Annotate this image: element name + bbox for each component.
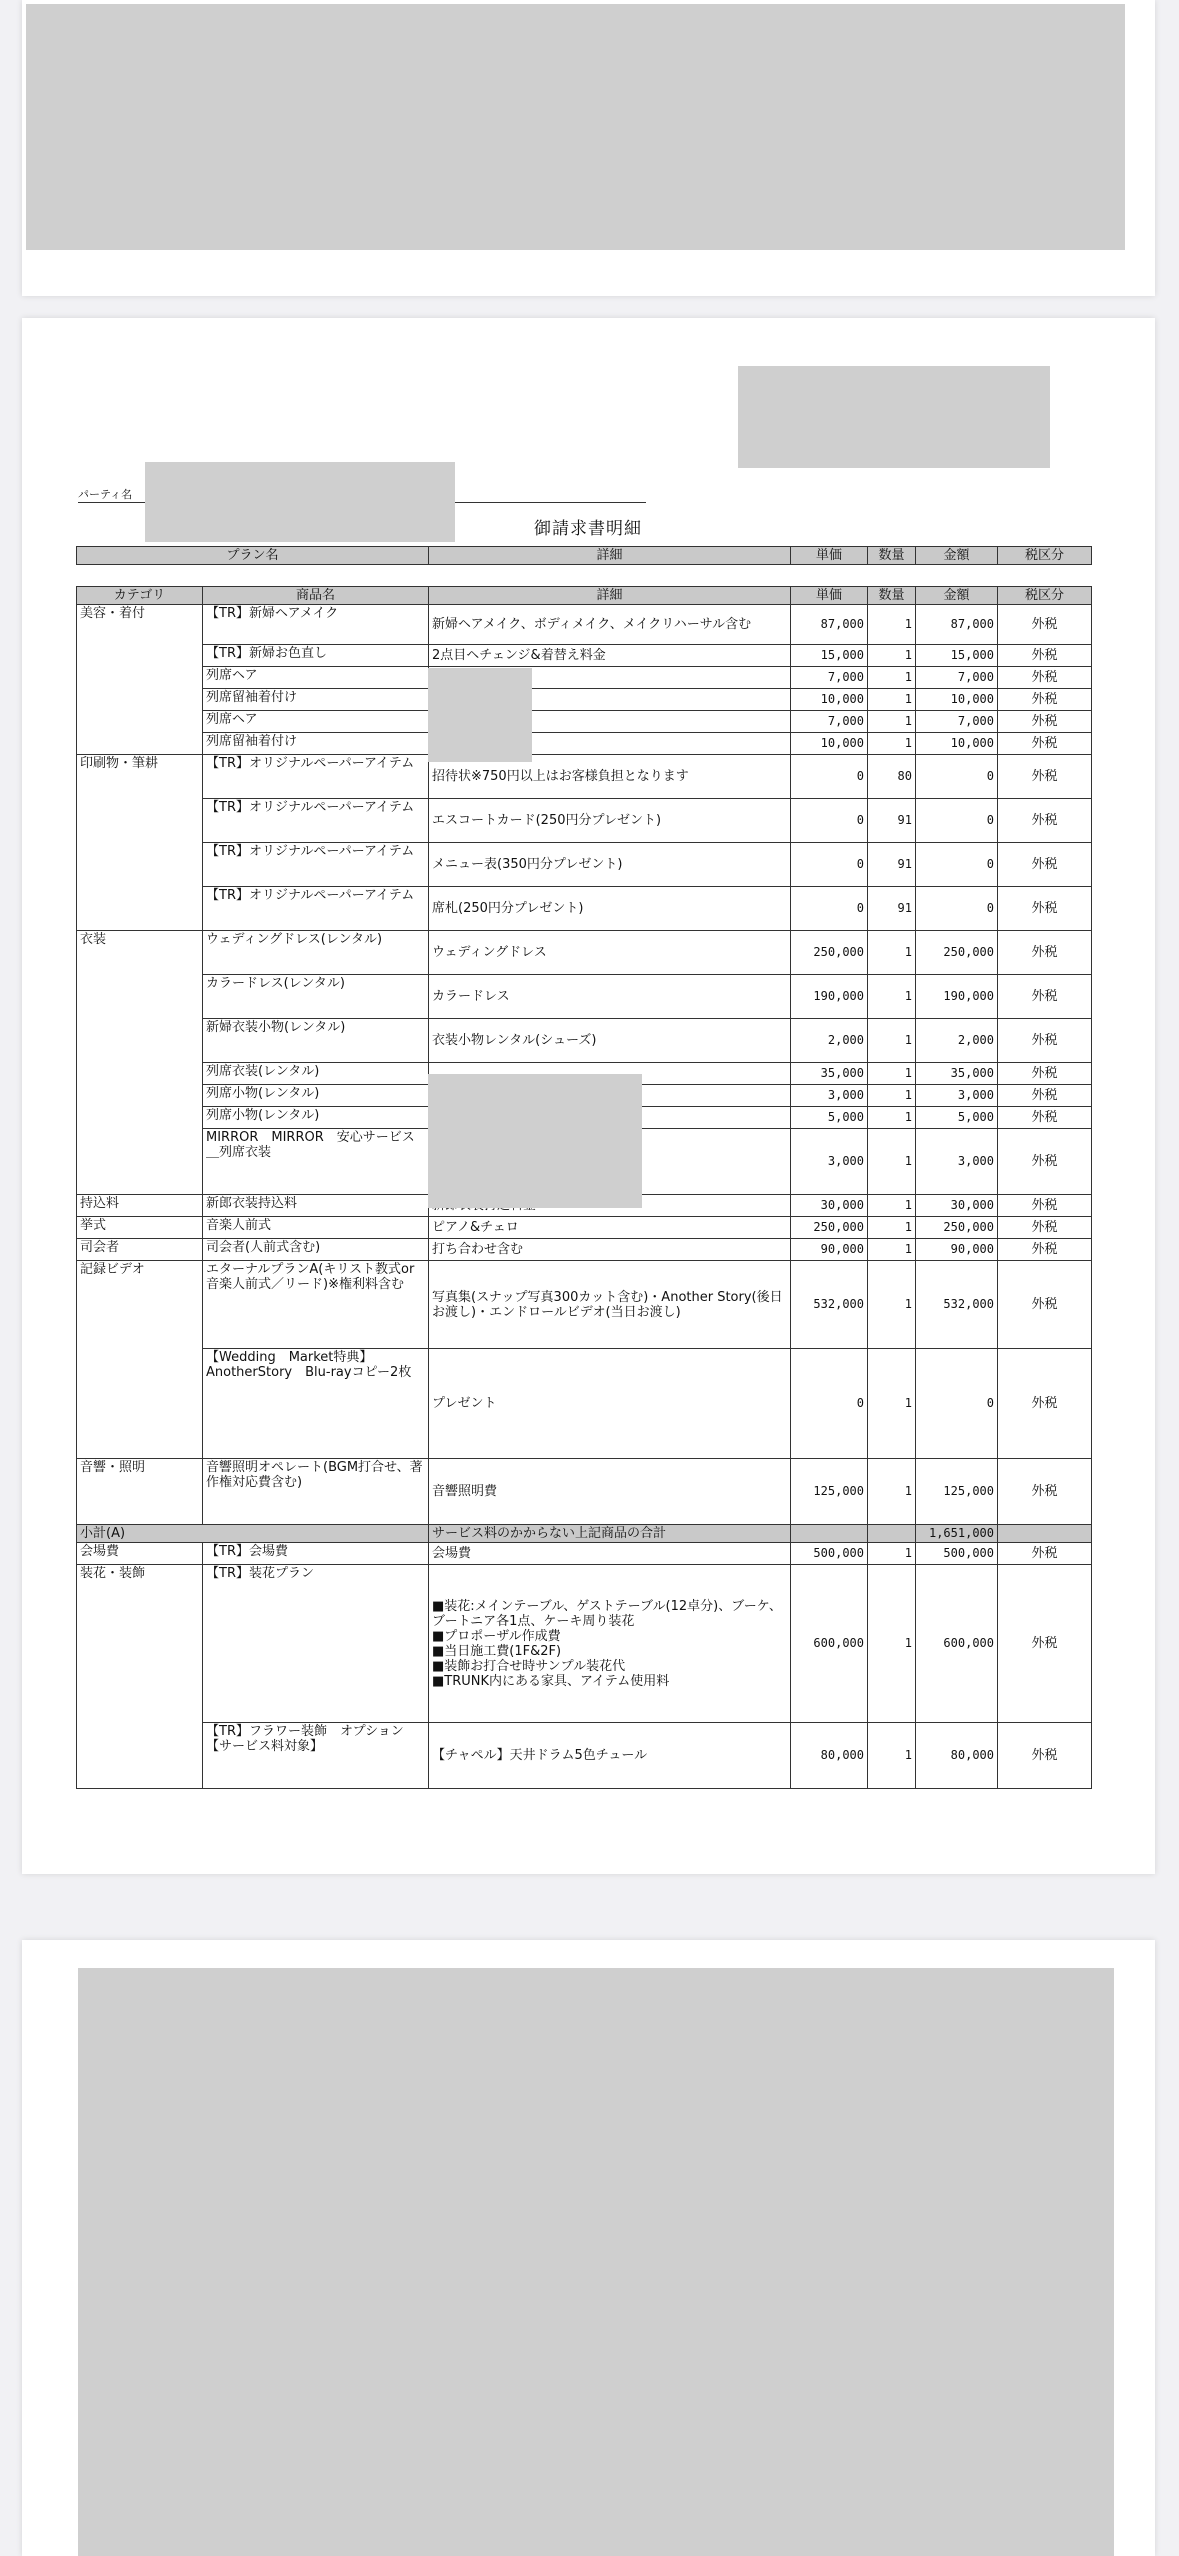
product-name-cell: 列席ヘア [203, 711, 429, 733]
detail-cell: メニュー表(350円分プレゼント) [429, 843, 791, 887]
document-title: 御請求書明細 [534, 519, 642, 539]
unit-price-cell: 30,000 [791, 1195, 868, 1217]
category-cell: 司会者 [77, 1239, 203, 1261]
unit-price-cell: 0 [791, 755, 868, 799]
quantity-cell: 1 [868, 1261, 916, 1349]
product-name-cell: ウェディングドレス(レンタル) [203, 931, 429, 975]
unit-price-cell: 3,000 [791, 1085, 868, 1107]
tax-type-cell: 外税 [998, 1063, 1092, 1085]
category-cell: 持込料 [77, 1195, 203, 1217]
table-row [77, 755, 1092, 799]
tax-type-cell: 外税 [998, 799, 1092, 843]
product-name-cell: 【Wedding Market特典】AnotherStory Blu-rayコピー2枚 [203, 1349, 429, 1459]
detail-cell: ウェディングドレス [429, 931, 791, 975]
quantity-cell: 1 [868, 711, 916, 733]
unit-price-cell: 0 [791, 799, 868, 843]
tax-type-cell: 外税 [998, 1195, 1092, 1217]
product-name-cell: 音響照明オペレート(BGM打合せ、著作権対応費含む) [203, 1459, 429, 1525]
table-row [77, 1459, 1092, 1525]
col-qty: 数量 [868, 587, 916, 605]
tax-type-cell: 外税 [998, 1349, 1092, 1459]
redacted-block [428, 1074, 642, 1208]
table-row [77, 975, 1092, 1019]
tax-type-cell: 外税 [998, 1107, 1092, 1129]
unit-price-cell: 190,000 [791, 975, 868, 1019]
tax-type-cell: 外税 [998, 1543, 1092, 1565]
unit-price-cell: 3,000 [791, 1129, 868, 1195]
amount-cell: 80,000 [916, 1723, 998, 1789]
unit-price-cell: 15,000 [791, 645, 868, 667]
table-row [77, 931, 1092, 975]
product-name-cell: 列席ヘア [203, 667, 429, 689]
table-row [77, 1543, 1092, 1565]
amount-cell: 600,000 [916, 1565, 998, 1723]
amount-cell: 0 [916, 1349, 998, 1459]
quantity-cell: 91 [868, 799, 916, 843]
amount-cell: 250,000 [916, 1217, 998, 1239]
detail-cell: カラードレス [429, 975, 791, 1019]
amount-cell: 0 [916, 843, 998, 887]
quantity-cell: 80 [868, 755, 916, 799]
product-name-cell: 司会者(人前式含む) [203, 1239, 429, 1261]
tax-type-cell: 外税 [998, 605, 1092, 645]
col-product: 商品名 [203, 587, 429, 605]
quantity-cell: 1 [868, 1195, 916, 1217]
category-cell: 装花・装飾 [77, 1565, 203, 1789]
amount-cell: 10,000 [916, 733, 998, 755]
amount-cell: 35,000 [916, 1063, 998, 1085]
unit-price-cell: 0 [791, 843, 868, 887]
header-qty: 数量 [868, 547, 916, 565]
product-name-cell: 列席留袖着付け [203, 689, 429, 711]
quantity-cell: 1 [868, 1107, 916, 1129]
col-amount: 金額 [916, 587, 998, 605]
tax-type-cell: 外税 [998, 1565, 1092, 1723]
quantity-cell: 91 [868, 887, 916, 931]
quantity-cell: 1 [868, 667, 916, 689]
quantity-cell: 91 [868, 843, 916, 887]
redacted-block [738, 366, 1050, 468]
redacted-block [78, 1968, 1114, 2556]
amount-cell: 3,000 [916, 1085, 998, 1107]
table-row [77, 667, 1092, 689]
table-row [77, 605, 1092, 645]
tax-type-cell: 外税 [998, 1019, 1092, 1063]
amount-cell: 87,000 [916, 605, 998, 645]
unit-price-cell: 87,000 [791, 605, 868, 645]
quantity-cell: 1 [868, 1085, 916, 1107]
table-row [77, 1217, 1092, 1239]
amount-cell: 250,000 [916, 931, 998, 975]
product-name-cell: 列席小物(レンタル) [203, 1107, 429, 1129]
col-unit: 単価 [791, 587, 868, 605]
detail-cell: 会場費 [429, 1543, 791, 1565]
redacted-block [428, 668, 532, 762]
product-name-cell: 列席衣装(レンタル) [203, 1063, 429, 1085]
quantity-cell: 1 [868, 1129, 916, 1195]
table-row [77, 843, 1092, 887]
quantity-cell: 1 [868, 1239, 916, 1261]
unit-price-cell: 2,000 [791, 1019, 868, 1063]
tax-type-cell: 外税 [998, 843, 1092, 887]
table-row [77, 1261, 1092, 1349]
header-detail: 詳細 [429, 547, 791, 565]
amount-cell: 0 [916, 887, 998, 931]
product-name-cell: 新郎衣装持込料 [203, 1195, 429, 1217]
header-plan: プラン名 [77, 547, 429, 565]
tax-type-cell: 外税 [998, 1261, 1092, 1349]
quantity-cell: 1 [868, 605, 916, 645]
unit-price-cell: 600,000 [791, 1565, 868, 1723]
col-tax: 税区分 [998, 587, 1092, 605]
detail-cell: 音響照明費 [429, 1459, 791, 1525]
product-name-cell: 列席留袖着付け [203, 733, 429, 755]
tax-type-cell: 外税 [998, 733, 1092, 755]
tax-type-cell: 外税 [998, 667, 1092, 689]
unit-price-cell: 532,000 [791, 1261, 868, 1349]
amount-cell: 0 [916, 755, 998, 799]
unit-price-cell: 125,000 [791, 1459, 868, 1525]
unit-price-cell: 0 [791, 887, 868, 931]
quantity-cell: 1 [868, 1349, 916, 1459]
amount-cell: 10,000 [916, 689, 998, 711]
product-name-cell: カラードレス(レンタル) [203, 975, 429, 1019]
tax-type-cell: 外税 [998, 1129, 1092, 1195]
amount-cell: 5,000 [916, 1107, 998, 1129]
table-row [77, 689, 1092, 711]
quantity-cell: 1 [868, 975, 916, 1019]
party-name-label: パーティ名 [78, 488, 133, 501]
tax-type-cell: 外税 [998, 1085, 1092, 1107]
detail-cell: プレゼント [429, 1349, 791, 1459]
category-cell: 印刷物・筆耕 [77, 755, 203, 931]
product-name-cell: 【TR】オリジナルペーパーアイテム [203, 887, 429, 931]
amount-cell: 2,000 [916, 1019, 998, 1063]
amount-cell: 532,000 [916, 1261, 998, 1349]
tax-type-cell: 外税 [998, 689, 1092, 711]
unit-price-cell: 35,000 [791, 1063, 868, 1085]
header-unit: 単価 [791, 547, 868, 565]
quantity-cell: 1 [868, 1723, 916, 1789]
detail-cell: 招待状※750円以上はお客様負担となります [429, 755, 791, 799]
amount-cell: 125,000 [916, 1459, 998, 1525]
unit-price-cell: 250,000 [791, 931, 868, 975]
category-cell: 美容・着付 [77, 605, 203, 755]
unit-price-cell: 250,000 [791, 1217, 868, 1239]
tax-type-cell: 外税 [998, 1217, 1092, 1239]
detail-cell: エスコートカード(250円分プレゼント) [429, 799, 791, 843]
tax-type-cell: 外税 [998, 1459, 1092, 1525]
detail-cell: 2点目ヘチェンジ&着替え料金 [429, 645, 791, 667]
detail-cell: 衣装小物レンタル(シューズ) [429, 1019, 791, 1063]
table-row [77, 1019, 1092, 1063]
table-row [77, 887, 1092, 931]
unit-price-cell: 5,000 [791, 1107, 868, 1129]
category-cell: 会場費 [77, 1543, 203, 1565]
tax-type-cell: 外税 [998, 1723, 1092, 1789]
unit-price-cell: 90,000 [791, 1239, 868, 1261]
product-name-cell: エターナルプランA(キリスト教式or音楽人前式／リード)※権利料含む [203, 1261, 429, 1349]
product-name-cell: 【TR】オリジナルペーパーアイテム [203, 755, 429, 799]
tax-type-cell: 外税 [998, 1239, 1092, 1261]
col-detail: 詳細 [429, 587, 791, 605]
table-row [77, 711, 1092, 733]
col-category: カテゴリ [77, 587, 203, 605]
detail-cell: 新婦ヘアメイク、ボディメイク、メイクリハーサル含む [429, 605, 791, 645]
product-name-cell: 【TR】装花プラン [203, 1565, 429, 1723]
amount-cell: 3,000 [916, 1129, 998, 1195]
unit-price-cell: 500,000 [791, 1543, 868, 1565]
product-name-cell: 列席小物(レンタル) [203, 1085, 429, 1107]
subtotal-row [77, 1525, 1092, 1543]
detail-cell: 打ち合わせ含む [429, 1239, 791, 1261]
product-name-cell: 音楽人前式 [203, 1217, 429, 1239]
detail-cell: 席札(250円分プレゼント) [429, 887, 791, 931]
product-name-cell: 新婦衣装小物(レンタル) [203, 1019, 429, 1063]
detail-cell: ■装花:メインテーブル、ゲストテーブル(12卓分)、ブーケ、ブートニア各1点、ケーキ周り装花 ■プロポーザル作成費 ■当日施工費(1F&2F) ■装飾お打合せ時サンプル装花代 ■TRUNK内にある家具、アイテム使用料 [429, 1565, 791, 1723]
table-row [77, 1723, 1092, 1789]
tax-type-cell: 外税 [998, 887, 1092, 931]
unit-price-cell: 0 [791, 1349, 868, 1459]
amount-cell: 0 [916, 799, 998, 843]
product-name-cell: 【TR】オリジナルペーパーアイテム [203, 843, 429, 887]
tax-type-cell: 外税 [998, 645, 1092, 667]
product-name-cell: MIRROR MIRROR 安心サービス＿列席衣装 [203, 1129, 429, 1195]
quantity-cell: 1 [868, 645, 916, 667]
quantity-cell: 1 [868, 1543, 916, 1565]
product-name-cell: 【TR】オリジナルペーパーアイテム [203, 799, 429, 843]
tax-type-cell: 外税 [998, 755, 1092, 799]
unit-price-cell: 10,000 [791, 733, 868, 755]
product-name-cell: 【TR】新婦お色直し [203, 645, 429, 667]
amount-cell: 7,000 [916, 711, 998, 733]
amount-cell: 500,000 [916, 1543, 998, 1565]
table-row [77, 1565, 1092, 1723]
quantity-cell: 1 [868, 1565, 916, 1723]
product-name-cell: 【TR】フラワー装飾 オプション【サービス料対象】 [203, 1723, 429, 1789]
unit-price-cell: 7,000 [791, 667, 868, 689]
quantity-cell: 1 [868, 1217, 916, 1239]
category-cell: 記録ビデオ [77, 1261, 203, 1459]
amount-cell: 7,000 [916, 667, 998, 689]
tax-type-cell: 外税 [998, 711, 1092, 733]
redacted-block [26, 4, 1125, 250]
quantity-cell: 1 [868, 1063, 916, 1085]
category-cell: 音響・照明 [77, 1459, 203, 1525]
unit-price-cell: 7,000 [791, 711, 868, 733]
category-cell: 衣装 [77, 931, 203, 1195]
detail-cell: 写真集(スナップ写真300カット含む)・Another Story(後日お渡し)・エンドロールビデオ(当日お渡し) [429, 1261, 791, 1349]
quantity-cell: 1 [868, 1019, 916, 1063]
table-row [77, 1349, 1092, 1459]
tax-type-cell: 外税 [998, 975, 1092, 1019]
amount-cell: 90,000 [916, 1239, 998, 1261]
amount-cell: 190,000 [916, 975, 998, 1019]
detail-cell: ピアノ&チェロ [429, 1217, 791, 1239]
header-tax: 税区分 [998, 547, 1092, 565]
quantity-cell: 1 [868, 689, 916, 711]
quantity-cell: 1 [868, 931, 916, 975]
tax-type-cell: 外税 [998, 931, 1092, 975]
subtotal-detail: サービス料のかからない上記商品の合計 [429, 1525, 791, 1543]
table-row [77, 733, 1092, 755]
amount-cell: 15,000 [916, 645, 998, 667]
detail-cell: 【チャペル】天井ドラム5色チュール [429, 1723, 791, 1789]
plan-header-table [76, 546, 1092, 565]
redacted-block [145, 462, 455, 542]
table-row [77, 799, 1092, 843]
amount-cell: 30,000 [916, 1195, 998, 1217]
header-amount: 金額 [916, 547, 998, 565]
category-cell: 挙式 [77, 1217, 203, 1239]
table-row [77, 1239, 1092, 1261]
product-name-cell: 【TR】新婦ヘアメイク [203, 605, 429, 645]
quantity-cell: 1 [868, 1459, 916, 1525]
unit-price-cell: 10,000 [791, 689, 868, 711]
subtotal-label: 小計(A) [77, 1525, 429, 1543]
product-name-cell: 【TR】会場費 [203, 1543, 429, 1565]
unit-price-cell: 80,000 [791, 1723, 868, 1789]
quantity-cell: 1 [868, 733, 916, 755]
subtotal-amount: 1,651,000 [916, 1525, 998, 1543]
table-row [77, 645, 1092, 667]
